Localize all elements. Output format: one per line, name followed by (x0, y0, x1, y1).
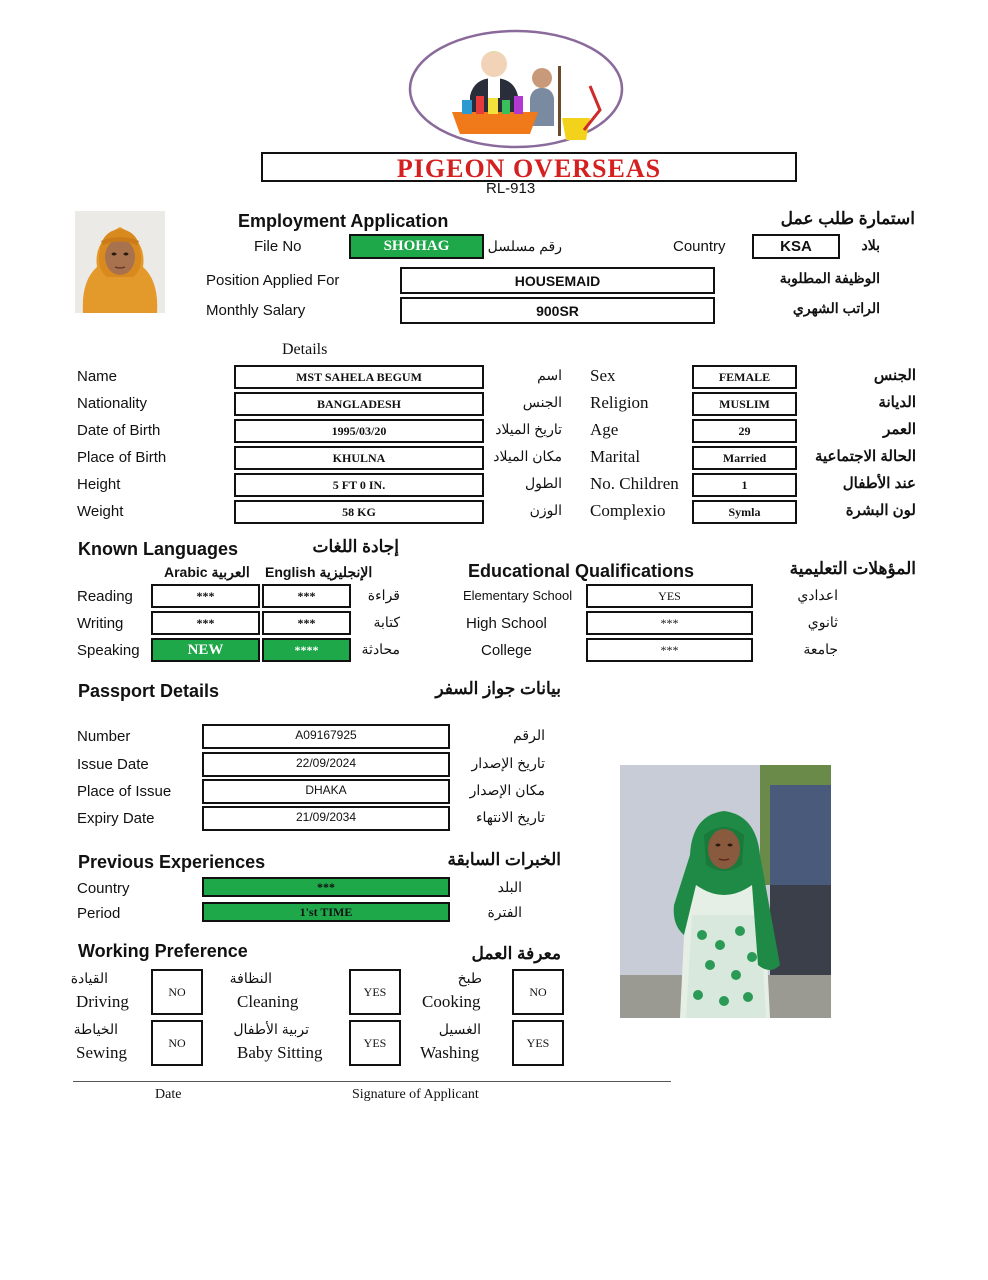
education-heading-ar: المؤهلات التعليمية (789, 559, 916, 578)
detail-label: No. Children (590, 474, 679, 493)
salary-ar: الراتب الشهري (792, 300, 880, 316)
language-arabic-value: NEW (187, 641, 224, 658)
country-field (752, 234, 840, 259)
detail-field (234, 500, 484, 524)
experience-heading-ar: الخبرات السابقة (447, 850, 561, 869)
passport-value: A09167925 (295, 728, 357, 742)
detail-label: Date of Birth (77, 422, 161, 439)
language-row-ar: كتابة (373, 614, 400, 630)
detail-value: MST SAHELA BEGUM (296, 369, 422, 384)
work-ar-label: طبخ (457, 970, 482, 986)
passport-field (202, 806, 450, 831)
company-logo (404, 26, 630, 152)
detail-ar-label: لون البشرة (845, 502, 916, 519)
work-value: NO (168, 984, 186, 999)
signature-label: Signature of Applicant (352, 1087, 479, 1102)
passport-ar: الرقم (513, 727, 545, 743)
language-row-label: Writing (77, 615, 124, 632)
detail-value: FEMALE (718, 369, 771, 384)
work-label: Washing (420, 1043, 480, 1062)
detail-value: KHULNA (332, 450, 386, 465)
detail-value: BANGLADESH (316, 396, 402, 411)
work-value: YES (363, 984, 387, 999)
passport-field (202, 724, 450, 749)
detail-value: MUSLIM (719, 396, 770, 411)
detail-label: Place of Birth (77, 449, 167, 466)
detail-ar-label: الوزن (529, 502, 562, 518)
work-label: Driving (76, 992, 129, 1011)
passport-field (202, 779, 450, 804)
detail-ar-label: عند الأطفال (842, 475, 916, 492)
experience-value: 1'st TIME (299, 904, 353, 919)
languages-heading-en: Known Languages (78, 539, 239, 559)
salary-field (400, 297, 715, 324)
passport-value: 22/09/2024 (295, 756, 357, 770)
education-field (586, 584, 753, 608)
date-label: Date (155, 1087, 182, 1102)
education-value: *** (660, 642, 679, 657)
passport-heading-ar: بيانات جواز السفر (435, 679, 561, 698)
language-row-ar: قراءة (367, 587, 400, 603)
working-heading-en: Working Preference (78, 941, 248, 961)
detail-field (234, 419, 484, 443)
passport-label: Expiry Date (77, 810, 155, 827)
detail-field (692, 473, 797, 497)
detail-value: Symla (728, 504, 761, 519)
details-heading: Details (282, 341, 328, 358)
file-no-ar: رقم مسلسل (487, 238, 562, 254)
work-label: Sewing (76, 1043, 127, 1062)
detail-ar-label: تاريخ الميلاد (495, 421, 562, 437)
country-value: KSA (780, 238, 812, 255)
detail-field (692, 365, 797, 389)
detail-ar-label: الجنس (873, 367, 916, 384)
work-value-box (349, 969, 401, 1015)
work-ar-label: القيادة (70, 970, 108, 986)
education-heading-en: Educational Qualifications (468, 561, 695, 581)
education-value: YES (658, 588, 681, 603)
detail-label: Sex (590, 366, 616, 385)
passport-label: Number (77, 728, 131, 745)
work-ar-label: تربية الأطفال (233, 1021, 309, 1037)
education-label: High School (466, 615, 547, 632)
education-field (586, 638, 753, 662)
detail-field (692, 500, 797, 524)
detail-field (234, 392, 484, 416)
languages-arabic-col: Arabic العربية (164, 564, 250, 580)
experience-heading-en: Previous Experiences (78, 852, 266, 872)
education-ar: ثانوي (807, 614, 838, 630)
detail-value: 29 (738, 423, 751, 438)
detail-ar-label: الديانة (878, 394, 916, 411)
language-arabic-field (151, 638, 260, 662)
country-ar: بلاد (861, 237, 880, 253)
detail-label: Religion (590, 393, 649, 412)
work-value: YES (363, 1035, 387, 1050)
passport-value: 21/09/2034 (295, 810, 357, 824)
education-label: College (481, 642, 532, 659)
company-title-box (261, 152, 797, 182)
applicant-portrait (75, 211, 165, 313)
detail-value: 5 FT 0 IN. (332, 477, 386, 492)
work-value: YES (526, 1035, 550, 1050)
detail-field (234, 446, 484, 470)
detail-ar-label: اسم (537, 367, 562, 383)
file-no-label: File No (254, 238, 302, 255)
detail-field (692, 419, 797, 443)
work-label: Cleaning (237, 992, 299, 1011)
position-field (400, 267, 715, 294)
language-english-value: *** (297, 615, 316, 630)
languages-english-col: English الإنجليزية (265, 564, 373, 580)
detail-label: Height (77, 476, 121, 493)
education-label: Elementary School (463, 588, 573, 603)
detail-field (234, 473, 484, 497)
salary-value: 900SR (536, 302, 579, 319)
language-english-value: *** (297, 588, 316, 603)
experience-ar: البلد (497, 879, 522, 895)
salary-label: Monthly Salary (206, 302, 306, 319)
applicant-full-photo (620, 765, 831, 1018)
passport-ar: مكان الإصدار (469, 782, 545, 798)
detail-label: Name (77, 368, 118, 385)
detail-value: 58 KG (342, 504, 376, 519)
work-label: Baby Sitting (237, 1043, 323, 1062)
position-ar: الوظيفة المطلوبة (779, 270, 880, 286)
work-label: Cooking (422, 992, 481, 1011)
detail-value: 1995/03/20 (331, 423, 387, 438)
experience-label: Country (77, 880, 130, 897)
work-value-box (151, 1020, 203, 1066)
passport-field (202, 752, 450, 777)
language-english-field (262, 638, 351, 662)
signature-line (73, 1081, 671, 1082)
position-value: HOUSEMAID (514, 272, 601, 289)
language-english-field (262, 584, 351, 608)
passport-label: Place of Issue (77, 783, 172, 800)
country-label: Country (673, 238, 726, 255)
detail-label: Complexio (590, 501, 666, 520)
detail-label: Age (590, 420, 619, 439)
education-value: *** (660, 615, 679, 630)
detail-field (234, 365, 484, 389)
work-ar-label: النظافة (229, 970, 272, 986)
working-heading-ar: معرفة العمل (471, 944, 561, 963)
language-arabic-field (151, 611, 260, 635)
work-value-box (512, 1020, 564, 1066)
application-title-ar: استمارة طلب عمل (780, 209, 915, 228)
work-value-box (151, 969, 203, 1015)
work-value-box (349, 1020, 401, 1066)
passport-label: Issue Date (77, 756, 149, 773)
language-row-label: Reading (77, 588, 133, 605)
detail-ar-label: الطول (524, 475, 562, 491)
detail-label: Nationality (77, 395, 148, 412)
detail-ar-label: مكان الميلاد (493, 448, 562, 464)
language-english-value: **** (294, 642, 319, 657)
language-row-ar: محادثة (361, 641, 400, 657)
languages-heading-ar: إجادة اللغات (312, 537, 399, 556)
passport-value: DHAKA (305, 783, 347, 797)
education-ar: جامعة (803, 641, 838, 657)
language-row-label: Speaking (77, 642, 140, 659)
education-ar: اعدادي (797, 587, 838, 603)
position-label: Position Applied For (206, 272, 340, 289)
passport-heading-en: Passport Details (78, 681, 220, 701)
work-value: NO (168, 1035, 186, 1050)
work-value-box (512, 969, 564, 1015)
education-field (586, 611, 753, 635)
detail-value: 1 (741, 477, 748, 492)
experience-label: Period (77, 905, 121, 922)
detail-label: Marital (590, 447, 641, 466)
file-no-value: SHOHAG (383, 238, 450, 254)
experience-field (202, 902, 450, 922)
passport-ar: تاريخ الإصدار (471, 755, 545, 771)
file-no-field (349, 234, 484, 259)
detail-value: Married (722, 450, 767, 465)
work-ar-label: الغسيل (438, 1021, 481, 1037)
work-value: NO (529, 984, 547, 999)
reference-number: RL-913 (486, 180, 536, 197)
language-english-field (262, 611, 351, 635)
experience-field (202, 877, 450, 897)
experience-ar: الفترة (487, 904, 522, 920)
work-ar-label: الخياطة (73, 1021, 118, 1037)
detail-field (692, 446, 797, 470)
experience-value: *** (317, 879, 335, 894)
detail-ar-label: العمر (883, 421, 916, 438)
language-arabic-field (151, 584, 260, 608)
language-arabic-value: *** (196, 588, 215, 603)
detail-field (692, 392, 797, 416)
detail-label: Weight (77, 503, 124, 520)
detail-ar-label: الجنس (522, 394, 562, 410)
detail-ar-label: الحالة الاجتماعية (814, 448, 916, 465)
language-arabic-value: *** (196, 615, 215, 630)
company-name: PIGEON OVERSEAS (396, 154, 662, 183)
application-title-en: Employment Application (238, 211, 449, 231)
passport-ar: تاريخ الانتهاء (475, 809, 545, 825)
